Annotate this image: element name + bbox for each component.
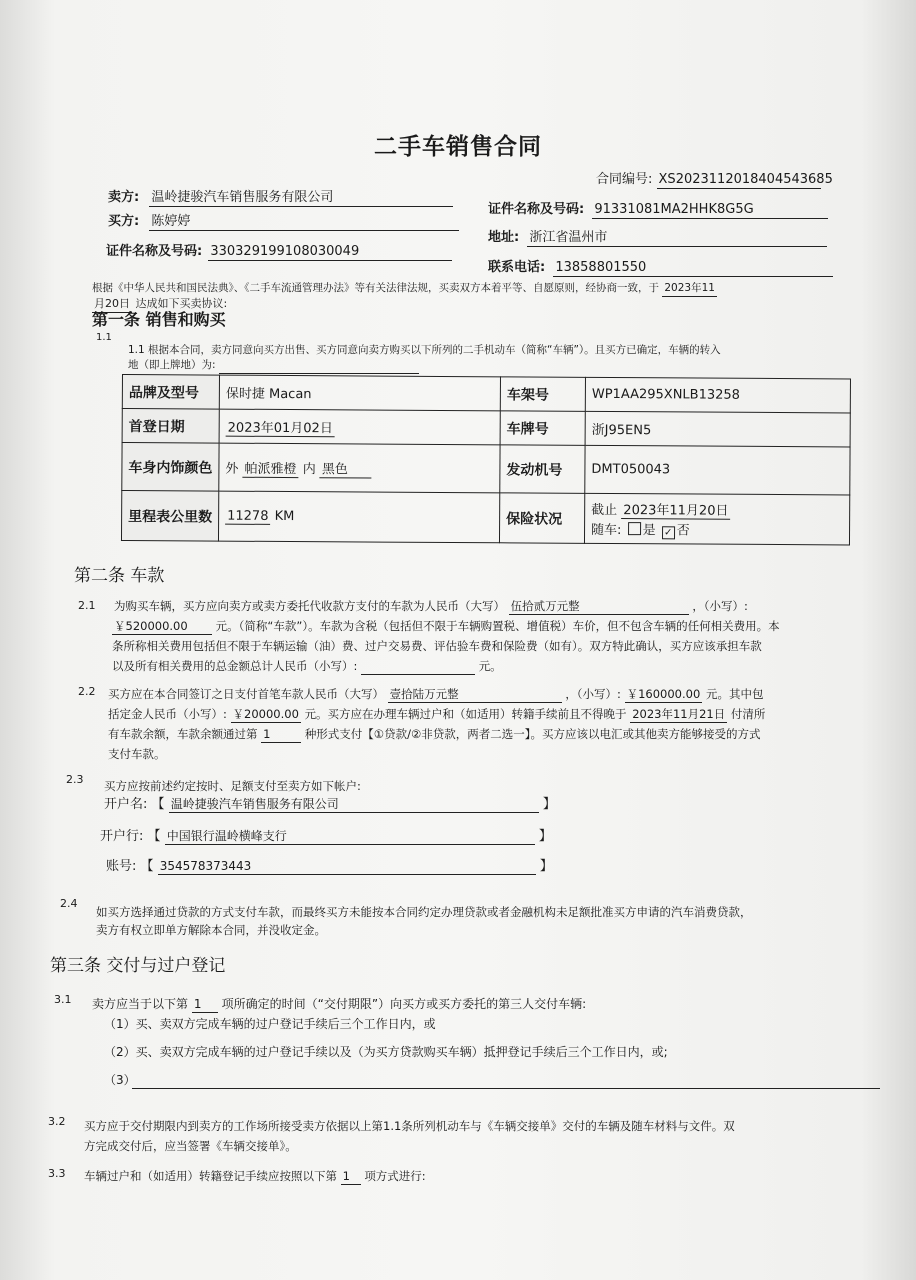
clause-3-2-number: 3.2 bbox=[48, 1115, 66, 1128]
seller-row bbox=[108, 190, 453, 207]
clause-2-1-line-3: 条所称相关费用包括但不限于车辆运输（油）费、过户交易费、评估验车费和保险费（如有）。双方特此确认，买方应该承担车款 bbox=[112, 639, 762, 653]
clause-2-1-line-1 bbox=[114, 598, 748, 615]
clause-2-2-text-g: 种形式支付【①贷款/②非贷款，两者二选一】。买方应该以电汇或其他卖方能够接受的方式 bbox=[304, 727, 761, 741]
address-value: 浙江省温州市 bbox=[527, 230, 827, 247]
transfer-place-blank bbox=[219, 357, 419, 374]
clause-3-2-line-2: 方完成交付后，应当签署《车辆交接单》。 bbox=[84, 1139, 297, 1153]
clause-2-2-line-1 bbox=[108, 686, 763, 703]
mileage-value: 11278 bbox=[225, 508, 270, 524]
account-name-row bbox=[104, 796, 556, 813]
transfer-option-no: 1 bbox=[341, 1168, 361, 1185]
amount-in-words: 伍拾贰万元整 bbox=[509, 598, 689, 615]
total-amount-blank bbox=[361, 658, 475, 675]
vehicle-table bbox=[121, 374, 851, 545]
buyer-row bbox=[108, 214, 459, 231]
phone-label: 联系电话: bbox=[488, 260, 546, 275]
buyer-id-label: 证件名称及号码: bbox=[106, 244, 203, 259]
buyer-id-value: 330329199108030049 bbox=[208, 244, 452, 261]
clause-2-3-text: 买方应按前述约定按时、足额支付至卖方如下帐户: bbox=[104, 779, 361, 793]
clause-2-2-line-3 bbox=[108, 726, 761, 743]
seller-id-row bbox=[488, 202, 828, 219]
delivery-option-2: （2）买、卖双方完成车辆的过户登记手续以及（为买方贷款购买车辆）抵押登记手续后三个工作日内，或; bbox=[104, 1045, 668, 1059]
delivery-option-1: （1）买、卖双方完成车辆的过户登记手续后三个工作日内，或 bbox=[104, 1017, 436, 1031]
address-row bbox=[488, 230, 827, 247]
interior-prefix: 内 bbox=[302, 461, 316, 477]
phone-row bbox=[488, 260, 833, 277]
clause-2-1-text-a: 为购买车辆，买方应向卖方或卖方委托代收款方支付的车款为人民币（大写） bbox=[114, 599, 505, 613]
bank-lbracket: 【 bbox=[147, 829, 161, 844]
buyer-id-row bbox=[106, 244, 452, 261]
seller-id-value: 91331081MA2HHK8G5G bbox=[592, 202, 828, 219]
color-label: 车身内饰颜色 bbox=[122, 443, 219, 492]
first-payment-figure: ￥160000.00 bbox=[626, 687, 701, 701]
article-2-title: 第二条 车款 bbox=[74, 566, 165, 586]
bank-value: 中国银行温岭横峰支行 bbox=[165, 828, 535, 845]
amount-figure: ￥520000.00 bbox=[112, 618, 212, 635]
plate-label: 车牌号 bbox=[500, 411, 585, 446]
engine-value: DMT050043 bbox=[585, 445, 850, 495]
with-car-label: 随车: bbox=[591, 522, 622, 538]
bank-rbracket: 】 bbox=[538, 829, 552, 844]
exterior-prefix: 外 bbox=[225, 461, 239, 477]
no-label: 否 bbox=[676, 522, 690, 538]
balance-due-date: 2023年11月21日 bbox=[632, 707, 726, 721]
interior-color: 黑色 bbox=[320, 458, 372, 478]
delivery-option-no: 1 bbox=[192, 996, 218, 1013]
clause-3-1-text-a: 卖方应当于以下第 bbox=[92, 997, 189, 1011]
transfer-place-label: 地（即上牌地）为: bbox=[128, 359, 216, 371]
clause-3-1-text-b: 项所确定的时间（“交付期限”）向买方或买方委托的第三人交付车辆: bbox=[221, 997, 587, 1011]
intro-date-b: 月20日 bbox=[92, 296, 132, 313]
clause-2-2-text-a: 买方应在本合同签订之日支付首笔车款人民币（大写） bbox=[108, 687, 384, 701]
contract-no bbox=[596, 172, 833, 189]
clause-3-3-line-1 bbox=[84, 1168, 426, 1185]
clause-2-2-text-f: 有车款余额，车款余额通过第 bbox=[108, 727, 258, 741]
clause-2-1-line-2 bbox=[112, 618, 780, 635]
article-1-title: 第一条 销售和购买 bbox=[92, 310, 226, 329]
ins-until-value: 2023年11月20日 bbox=[621, 499, 730, 520]
plate-value: 浙J95EN5 bbox=[585, 411, 850, 447]
seller-label: 卖方: bbox=[108, 190, 140, 205]
clause-1-1-number: 1.1 bbox=[96, 332, 112, 343]
clause-2-1-text-d: 以及所有相关费用的总金额总计人民币（小写）: bbox=[112, 659, 358, 673]
mileage-cell bbox=[218, 491, 499, 543]
clause-3-2-line-1: 买方应于交付期限内到卖方的工作场所接受卖方依据以上第1.1条所列机动车与《车辆交接单》交付的车辆及随车材料与文件。双 bbox=[84, 1119, 735, 1133]
payment-method-no: 1 bbox=[261, 726, 301, 743]
reg-date-label: 首登日期 bbox=[122, 409, 219, 444]
clause-2-2-small-label: ，（小写）: bbox=[565, 687, 621, 701]
clause-3-3-text-b: 项方式进行: bbox=[364, 1169, 426, 1183]
reg-date-value: 2023年01月02日 bbox=[226, 416, 335, 437]
clause-2-4-line-2: 卖方有权立即单方解除本合同，并没收定金。 bbox=[96, 923, 326, 937]
account-no-value: 354578373443 bbox=[158, 858, 536, 875]
clause-2-2-text-b: 元。其中包 bbox=[705, 687, 764, 701]
seller-id-label: 证件名称及号码: bbox=[488, 202, 585, 217]
clause-2-2-number: 2.2 bbox=[78, 685, 96, 698]
account-name-value: 温岭捷骏汽车销售服务有限公司 bbox=[169, 796, 539, 813]
contract-no-label: 合同编号: bbox=[596, 172, 653, 187]
intro-text: 根据《中华人民共和国民法典》、《二手车流通管理办法》等有关法律法规，买卖双方本着平等、自愿原则，经协商一致，于 bbox=[92, 282, 659, 294]
phone-value: 13858801550 bbox=[553, 260, 833, 277]
clause-2-2-text-c: 括定金人民币（小写）: bbox=[108, 707, 227, 721]
clause-2-1-small-label: ，（小写）: bbox=[692, 599, 748, 613]
intro-date-a: 2023年11 bbox=[662, 280, 717, 297]
insurance-cell bbox=[584, 493, 849, 545]
account-name-label: 开户名: bbox=[104, 797, 148, 812]
clause-2-1-text-b: 元。（简称“车款”）。车款为含税（包括但不限于车辆购置税、增值税）车价，但不包含车辆的任何相关费用。本 bbox=[215, 619, 780, 633]
clause-2-1-line-4 bbox=[112, 658, 502, 675]
clause-2-2-line-4: 支付车款。 bbox=[108, 747, 166, 761]
first-payment-words: 壹拾陆万元整 bbox=[388, 686, 562, 703]
clause-1-1-text: 1.1 根据本合同，卖方同意向买方出售、买方同意向卖方购买以下所列的二手机动车（简称“车辆”）。且买方已确定，车辆的转入 bbox=[128, 344, 721, 356]
bank-row bbox=[100, 828, 552, 845]
clause-3-3-number: 3.3 bbox=[48, 1167, 66, 1180]
brand-value: 保时捷 Macan bbox=[219, 375, 500, 411]
vin-value: WP1AA295XNLB13258 bbox=[585, 377, 850, 413]
deposit-figure: ￥20000.00 bbox=[232, 707, 299, 721]
intro-line-1 bbox=[92, 280, 717, 297]
buyer-label: 买方: bbox=[108, 214, 140, 229]
brand-label: 品牌及型号 bbox=[122, 375, 219, 410]
account-no-rbracket: 】 bbox=[539, 859, 553, 874]
account-name-rbracket: 】 bbox=[542, 797, 556, 812]
ins-until-label: 截止 bbox=[591, 502, 618, 518]
clause-2-4-line-1: 如买方选择通过贷款的方式支付车款，而最终买方未能按本合同约定办理贷款或者金融机构未足额批准买方申请的汽车消费贷款， bbox=[96, 905, 752, 919]
yes-checkbox bbox=[628, 522, 641, 535]
engine-label: 发动机号 bbox=[500, 445, 585, 494]
seller-value: 温岭捷骏汽车销售服务有限公司 bbox=[149, 190, 453, 207]
clause-1-1-text-b bbox=[128, 357, 419, 374]
mileage-unit: KM bbox=[274, 508, 295, 524]
clause-2-2-line-2 bbox=[108, 706, 765, 723]
clause-3-3-text-a: 车辆过户和（如适用）转籍登记手续应按照以下第 bbox=[84, 1169, 337, 1183]
article-3-title: 第三条 交付与过户登记 bbox=[50, 956, 226, 976]
reg-date-cell bbox=[219, 409, 500, 445]
mileage-label: 里程表公里数 bbox=[121, 491, 218, 542]
account-no-label: 账号: bbox=[106, 859, 137, 874]
page-title: 二手车销售合同 bbox=[374, 134, 542, 160]
clause-2-1-text-e: 元。 bbox=[478, 659, 502, 673]
contract-no-value: XS2023112018404543685 bbox=[658, 172, 833, 187]
account-name-lbracket: 【 bbox=[151, 797, 165, 812]
clause-3-1-number: 3.1 bbox=[54, 993, 72, 1006]
intro-text-2: 达成如下买卖协议: bbox=[135, 297, 228, 310]
clause-2-2-text-e: 付清所 bbox=[730, 707, 766, 721]
yes-label: 是 bbox=[642, 522, 656, 538]
clause-2-4-number: 2.4 bbox=[60, 897, 78, 910]
no-checkbox: ✓ bbox=[662, 526, 675, 539]
address-label: 地址: bbox=[488, 230, 520, 245]
account-no-row bbox=[106, 858, 553, 875]
buyer-value: 陈婷婷 bbox=[149, 214, 459, 231]
clause-2-2-text-d: 元。买方应在办理车辆过户和（如适用）转籍手续前且不得晚于 bbox=[304, 707, 627, 721]
clause-2-1-number: 2.1 bbox=[78, 599, 96, 612]
clause-3-1-line-1 bbox=[92, 996, 586, 1013]
delivery-option-3-blank bbox=[132, 1088, 880, 1089]
bank-label: 开户行: bbox=[100, 829, 144, 844]
exterior-color: 帕派雅橙 bbox=[243, 457, 299, 477]
account-no-lbracket: 【 bbox=[140, 859, 154, 874]
color-cell bbox=[219, 443, 500, 493]
delivery-option-3: （3） bbox=[104, 1073, 136, 1087]
insurance-label: 保险状况 bbox=[499, 493, 584, 544]
clause-2-3-number: 2.3 bbox=[66, 773, 84, 786]
vin-label: 车架号 bbox=[500, 377, 585, 412]
